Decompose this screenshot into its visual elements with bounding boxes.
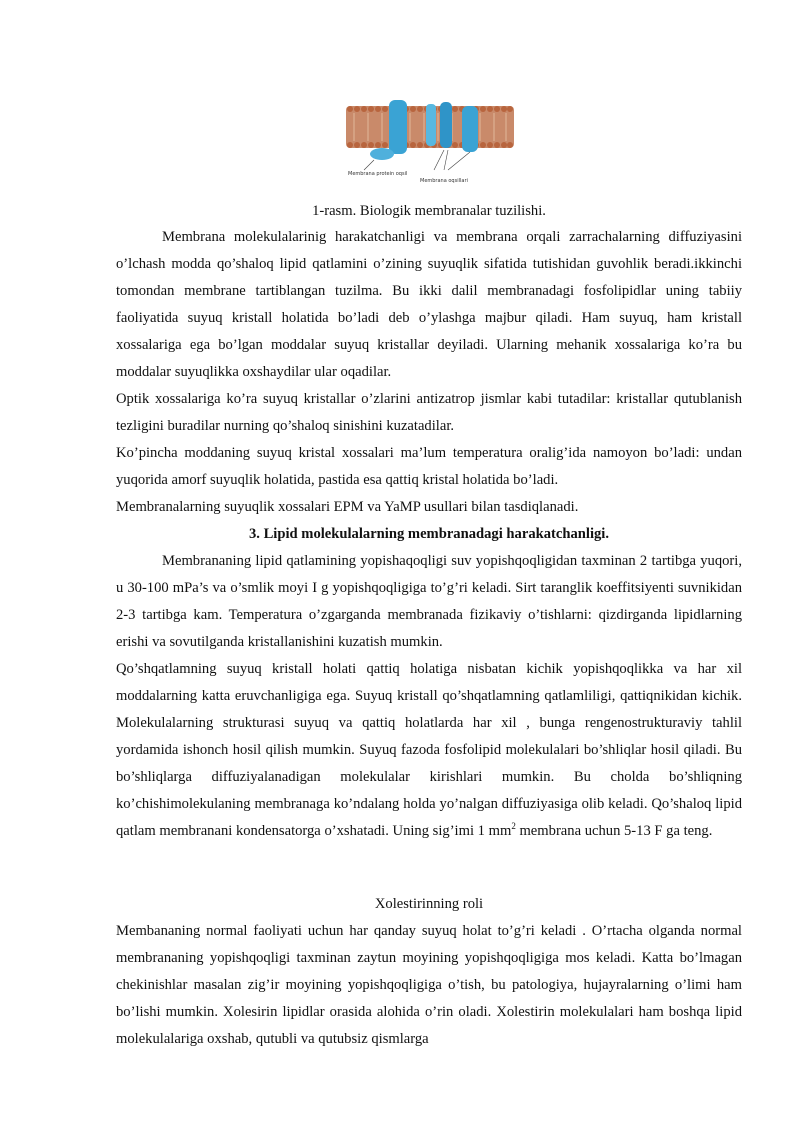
paragraph: Membranalarning suyuqlik xossalari EPM va YaMP usullari bilan tasdiqlanadi. [116, 499, 579, 515]
paragraph: Membananing normal faoliyati uchun har qanday suyuq holat to’g’ri keladi . O’rtacha olganda normal membrananing yopishqoqligi taxminan zaytun moyining yopishqoqligiga mos keladi. Katta bo’lmagan chekinishlar masalan zig’ir moyining yopishqoqligiga o’tish, bu patologiya, hujayralarning o’limi ham bo’lishi mumkin. Xolesirin lipidlar orasida alohida o’rin oladi. Xolestirin molekulalari ham boshqa lipid molekulalariga oxshab, qutubli va qutubsiz qismlarga [116, 923, 742, 1047]
paragraph: Optik xossalariga ko’ra suyuq kristallar o’zlarini antizatrop jismlar kabi tutadilar: kristallar qutublanish tezligini buradilar nurning qo’shaloq sinishini kuzatadilar. [116, 391, 742, 434]
paragraph: Membrananing lipid qatlamining yopishaqoqligi suv yopishqoqligidan taxminan 2 tartibga yuqori, u 30-100 mPa’s va o’smlik moyi I g yopishqoqligiga to’g’ri keladi. Sirt taranglik koeffitsiyenti suvnikidan 2-3 tartibga kam. Temperatura o’zgarganda membranada fizikaviy o’tishlarni: qizdirganda lipidlarning erishi va sovutilganda kristallanishini kuzatish mumkin. [116, 553, 742, 650]
paragraph: Membrana molekulalarinig harakatchanligi va membrana orqali zarrachalarning diffuziyasini o’lchash modda qo’shaloq lipid qatlamini o’zining suyuqlik sifatida tutishidan guvohlik beradi.ikkinchi tomondan membrane tartiblangan tuzilma. Bu ikki dalil membranadagi fosfolipidlar uning tabiiy faoliyatida suyuq kristall holatida bo’ladi deb o’ylashga majbur qiladi. Ham suyuq, ham kristall xossalariga ega bo’lgan moddalar suyuq kristallar deyiladi. Ularning mehanik xossalariga ko’ra bu moddalar suyuqlikka oxshaydilar ular oqadilar. [116, 229, 742, 380]
integral-protein [462, 106, 478, 152]
integral-protein [389, 100, 407, 154]
paragraph-text: membrana uchun 5-13 F ga teng. [515, 823, 713, 839]
channel-protein [440, 102, 452, 148]
membrane-structure-figure [344, 98, 516, 190]
section-heading: 3. Lipid molekulalarning membranadagi harakatchanligi. [248, 526, 610, 542]
paragraph-text: Qo’shqatlamning suyuq kristall holati qattiq holatiga nisbatan kichik yopishqoqlikka va har xil moddalarning katta eruvchanligiga ega. Suyuq kristall qo’shqatlamning qatlamliligi, qattiqnikidan kichik. Molekulalarning strukturasi suyuq va qattiq holatlarda har xil , bunga rengenostrukturaviy tahlil yordamida ishonch hosil qilish mumkin. Suyuq fazoda fosfolipid molekulalari bo’shliqlar hosil qiladi. Bu bo’shliqlarga diffuziyalanadigan molekulalar kirishlari mumkin. Bu cholda bo’shliqning ko’chishimolekulaning membranaga ko’ndalang holda yo’nalgan diffuziyasiga olib keladi. Qo’shaloq lipid qatlam membranani kondensatorga o’xshatadi. Uning sig’imi 1 mm [116, 661, 742, 839]
paragraph [116, 656, 742, 845]
peripheral-protein [370, 148, 394, 160]
channel-protein [426, 104, 436, 146]
figure-label-right: Membrana oqsillari [420, 178, 468, 184]
section-heading: Xolestirinning roli [374, 896, 484, 912]
figure-caption: 1-rasm. Biologik membranalar tuzilishi. [312, 203, 546, 219]
figure-label-left: Membrana protein oqsil [348, 171, 408, 177]
paragraph: Ko’pincha moddaning suyuq kristal xossalari ma’lum temperatura oralig’ida namoyon bo’ladi: undan yuqorida amorf suyuqlik holatida, pastida esa qattiq kristal holatida bo’ladi. [116, 445, 742, 488]
superscript: 2 [511, 821, 516, 832]
